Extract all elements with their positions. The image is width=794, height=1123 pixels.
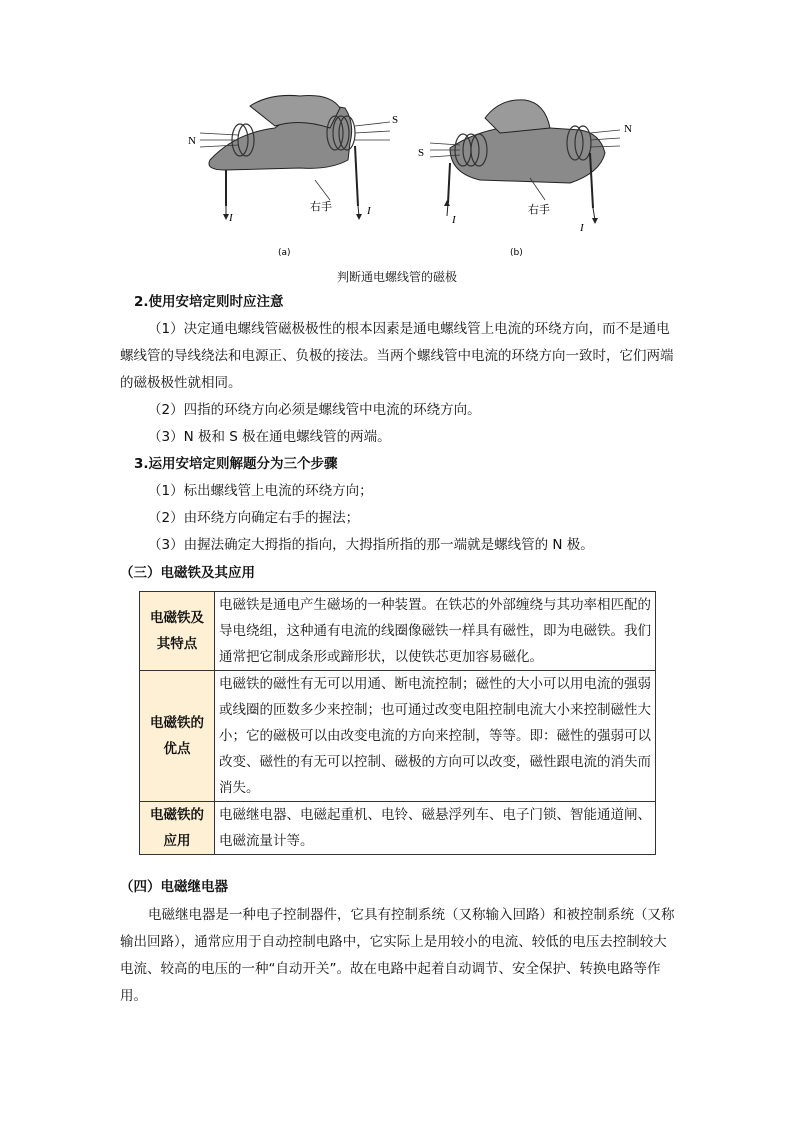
electromagnet-table (139, 591, 656, 855)
label-i-a-left: I (229, 212, 233, 224)
row-title-advantages: 电磁铁的优点 (140, 671, 215, 802)
panel-a (188, 95, 398, 258)
label-s-b: S (418, 147, 425, 159)
label-n-a: N (188, 135, 196, 147)
label-sub-a: (a) (278, 248, 291, 258)
row-text-features: 电磁铁是通电产生磁场的一种装置。在铁芯的外部缠绕与其功率相匹配的导电绕组，这种通有电流的线圈像磁铁一样具有磁性，即为电磁铁。我们通常把它制成条形或蹄形状，以使铁芯更加容易磁化。 (215, 592, 656, 671)
solenoid-hand-illustration (180, 88, 640, 268)
row-text-applications: 电磁继电器、电磁起重机、电铃、磁悬浮列车、电子门锁、智能通道闸、电磁流量计等。 (215, 802, 656, 855)
label-i-a-right: I (367, 205, 371, 217)
section-3-heading: 3.运用安培定则解题分为三个步骤 (134, 456, 338, 472)
row-title-features: 电磁铁及其特点 (140, 592, 215, 671)
section-2-item-3: （3）N 极和 S 极在通电螺线管的两端。 (148, 429, 391, 445)
section-2-item-1: （1）决定通电螺线管磁极极性的根本因素是通电螺线管上电流的环绕方向，而不是通电螺线管的导线绕法和电源正、负极的接法。当两个螺线管中电流的环绕方向一致时，它们两端的磁极极性就相同。 (120, 321, 674, 391)
row-title-applications: 电磁铁的应用 (140, 802, 215, 855)
part-4-text: 电磁继电器是一种电子控制器件，它具有控制系统（又称输入回路）和被控制系统（又称输出回路），通常应用于自动控制电路中，它实际上是用较小的电流、较低的电压去控制较大电流、较高的电压的一种“自动开关”。故在电路中起着自动调节、安全保护、转换电路等作用。 (120, 907, 675, 1004)
section-3-item-1: （1）标出螺线管上电流的环绕方向； (148, 483, 373, 499)
panel-b (418, 100, 632, 258)
label-n-b: N (624, 123, 632, 135)
row-text-advantages: 电磁铁的磁性有无可以用通、断电流控制；磁性的大小可以用电流的强弱或线圈的匝数多少来控制；也可通过改变电阻控制电流大小来控制磁性大小；它的磁极可以由改变电流的方向来控制，等等。即：磁性的强弱可以改变、磁性的有无可以控制、磁极的方向可以改变，磁性跟电流的消失而消失。 (215, 671, 656, 802)
part-3-heading: （三）电磁铁及其应用 (120, 565, 255, 581)
table-row (140, 671, 656, 802)
figure-caption: 判断通电螺线管的磁极 (336, 270, 457, 284)
label-i-b-left: I (452, 214, 456, 226)
label-sub-b: (b) (510, 248, 523, 258)
table-row (140, 592, 656, 671)
section-2-heading: 2.使用安培定则时应注意 (134, 294, 284, 310)
label-s-a: S (392, 114, 399, 126)
label-right-hand-a: 右手 (310, 200, 332, 213)
section-3-item-2: （2）由环绕方向确定右手的握法； (148, 510, 360, 526)
table-row (140, 802, 656, 855)
section-2-item-2: （2）四指的环绕方向必须是螺线管中电流的环绕方向。 (148, 402, 481, 418)
section-3-item-3: （3）由握法确定大拇指的指向，大拇指所指的那一端就是螺线管的 N 极。 (148, 537, 594, 553)
label-right-hand-b: 右手 (528, 203, 550, 216)
label-i-b-right: I (580, 222, 584, 234)
right-hand-rule-figure (180, 88, 640, 268)
part-4-heading: （四）电磁继电器 (120, 879, 228, 895)
